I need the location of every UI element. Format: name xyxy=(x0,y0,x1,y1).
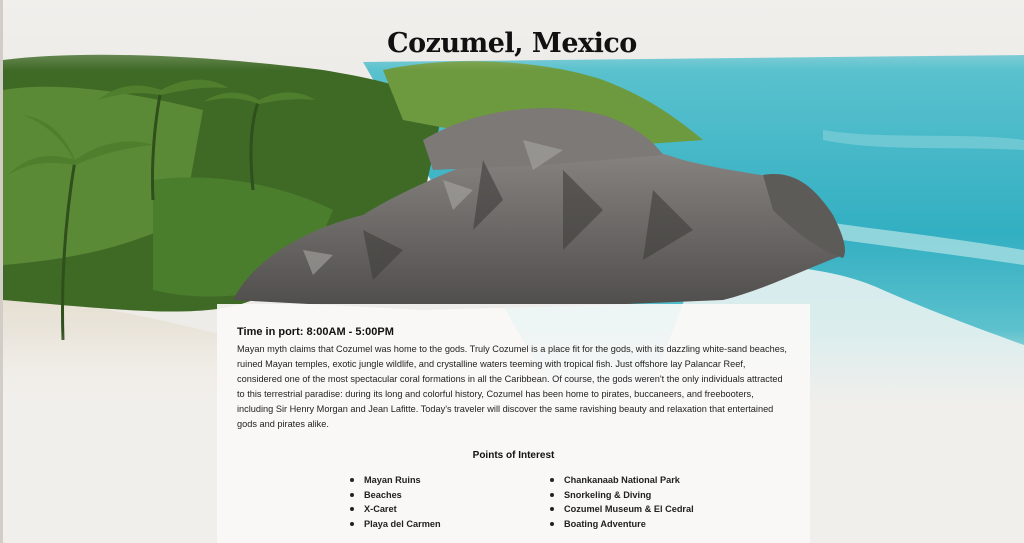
points-of-interest-list xyxy=(237,473,790,543)
destination-description: Mayan myth claims that Cozumel was home to the gods. Truly Cozumel is a place fit for the gods, with its dazzling white-sand beaches, ruined Mayan temples, exotic jungle wildlife, and crystalline waters teeming with tropical fish. Just offshore lay Palancar Reef, considered one of the most spectacular coral formations in all the Caribbean. Of course, the gods weren't the only individuals attracted to this terrestrial paradise: during its long and colorful history, Cozumel has been home to pirates, buccaneers, and freebooters, including Sir Henry Morgan and Jean Lafitte. Today's traveler will discover the same ravishing beauty and relaxation that entertained gods and pirates alike. xyxy=(237,344,787,429)
time-in-port-value: 8:00AM - 5:00PM xyxy=(306,326,394,338)
points-of-interest-heading: Points of Interest xyxy=(472,450,555,461)
poi-item: Chankanaab National Park xyxy=(544,473,694,488)
poi-item: Boating Adventure xyxy=(544,517,694,532)
poi-item: X-Caret xyxy=(344,502,441,517)
poi-item: Mayan Ruins xyxy=(344,473,441,488)
poi-item: Playa del Carmen xyxy=(344,517,441,532)
time-in-port xyxy=(237,325,790,339)
poi-column-left xyxy=(344,473,441,531)
time-in-port-label: Time in port: xyxy=(237,326,304,338)
poi-item: Beaches xyxy=(344,488,441,503)
poi-item: Cozumel Museum & El Cedral xyxy=(544,502,694,517)
port-info-card xyxy=(217,304,810,543)
poi-column-right xyxy=(544,473,694,531)
page-title: Cozumel, Mexico xyxy=(387,28,637,59)
poi-item: Snorkeling & Diving xyxy=(544,488,694,503)
